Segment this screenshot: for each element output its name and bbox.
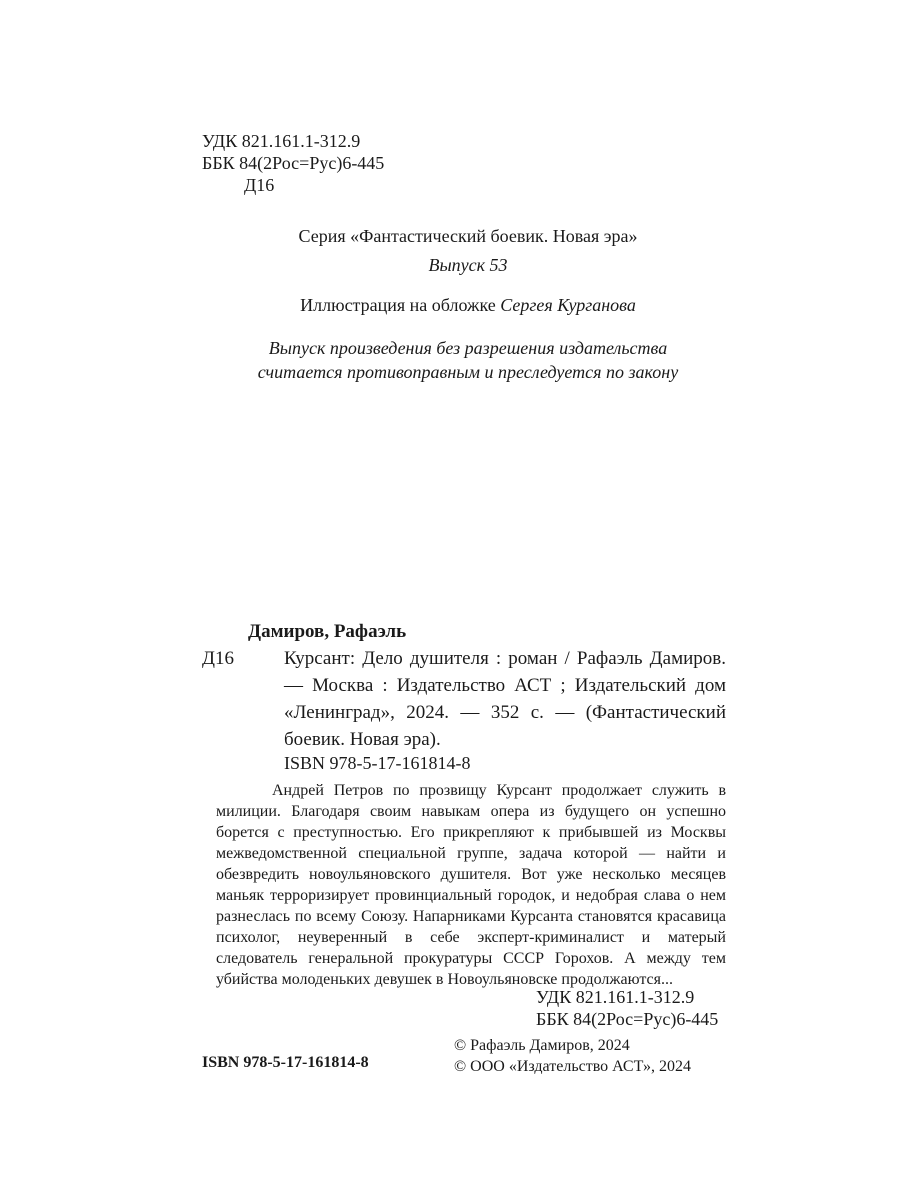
illustration-artist: Сергея Курганова <box>500 295 636 315</box>
copyright-publisher: © ООО «Издательство АСТ», 2024 <box>454 1058 691 1075</box>
illustration-credit <box>150 294 786 316</box>
catalog-isbn: ISBN 978-5-17-161814-8 <box>284 753 471 773</box>
author-mark: Д16 <box>244 175 275 195</box>
udk-code: УДК 821.161.1-312.9 <box>202 131 361 151</box>
footer-udk: УДК 821.161.1-312.9 <box>536 987 695 1007</box>
series-title: Серия «Фантастический боевик. Новая эра» <box>298 226 638 246</box>
classification-codes <box>202 130 384 196</box>
footer-classification <box>536 986 718 1030</box>
legal-warning <box>150 336 786 384</box>
illustration-prefix: Иллюстрация на обложке <box>300 295 501 315</box>
bbk-code: ББК 84(2Рос=Рус)6-445 <box>202 153 385 173</box>
catalog-code: Д16 <box>202 648 234 669</box>
series-issue: Выпуск 53 <box>428 255 508 275</box>
copyright-author: © Рафаэль Дамиров, 2024 <box>454 1037 630 1054</box>
copyright-block <box>454 1035 691 1077</box>
footer-bbk: ББК 84(2Рос=Рус)6-445 <box>536 1009 719 1029</box>
warning-line-2: считается противоправным и преследуется по закону <box>257 362 679 382</box>
footer-isbn: ISBN 978-5-17-161814-8 <box>202 1054 369 1071</box>
bibliographic-description: Курсант: Дело душителя : роман / Рафаэль Дамиров. — Москва : Издательство АСТ ; Издательский дом «Ленинград», 2024. — 352 с. — (Фантастический боевик. Новая эра). <box>284 648 726 750</box>
warning-line-1: Выпуск произведения без разрешения издательства <box>268 338 668 358</box>
annotation: Андрей Петров по прозвищу Курсант продолжает служить в милиции. Благодаря своим навыкам опера из будущего он успешно борется с преступностью. Его прикрепляют к прибывшей из Москвы межведомственной специальной группе, задача которой — найти и обезвредить новоульяновского душителя. Вот уже несколько месяцев маньяк терроризирует провинциальный городок, и недобрая слава о нем разнеслась по всему Союзу. Напарниками Курсанта становятся красавица психолог, неуверенный в себе эксперт-криминалист и матерый следователь генеральной прокуратуры СССР Горохов. А между тем убийства молоденьких девушек в Новоульяновске продолжаются... <box>216 782 726 988</box>
catalog-author: Дамиров, Рафаэль <box>248 621 407 642</box>
